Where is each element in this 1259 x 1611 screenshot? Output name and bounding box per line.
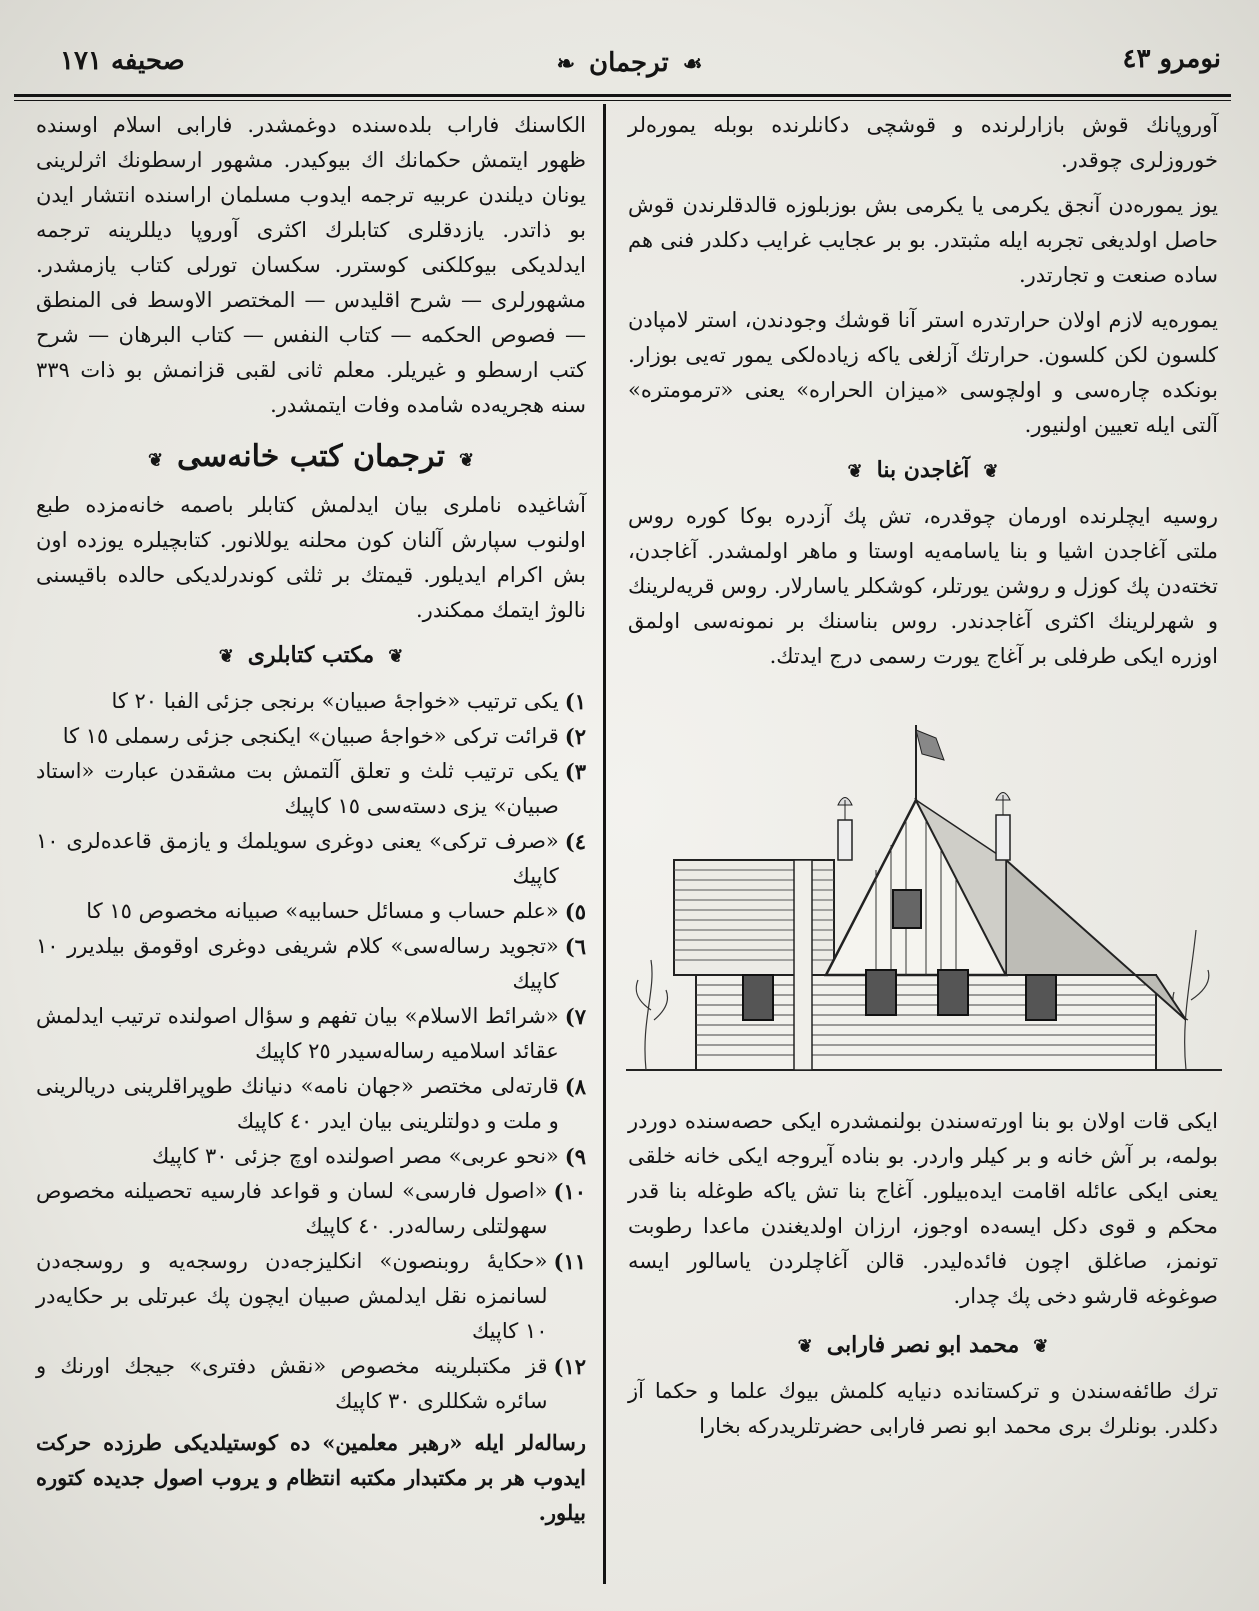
header-rule <box>14 94 1231 97</box>
ornament-icon: ☙ <box>682 51 703 77</box>
paragraph: ترك طائفه‌سندن و تركستانده دنیایه كلمش بیوك علما و حكما آز دكلدر. بونلرك بری محمد ابو نصر فارابی حضرتلریدركه بخارا <box>628 1379 1218 1438</box>
issue-number-label: نومرو ٤٣ <box>1122 44 1221 74</box>
right-column <box>628 108 1218 674</box>
section-heading: ❦مكتب كتابلری❦ <box>218 642 404 668</box>
ornament-icon: ❦ <box>983 461 999 482</box>
wooden-house-illustration <box>626 720 1222 1092</box>
list-item: ١٠) «اصول فارسی» لسان و قواعد فارسیه تحصیلنه مخصوص سهولتلی رساله‌در. ٤٠ كاپیك <box>36 1179 586 1238</box>
list-item: ٧) «شرائط الاسلام» بیان تفهم و سؤال اصولنده ترتیب ایدلمش عقائد اسلامیه رساله‌سیدر ٢٥ كاپیك <box>36 1004 586 1063</box>
ornament-icon: ❦ <box>797 1336 813 1357</box>
list-item: ١) یكی ترتیب «خواجهٔ صبیان» برنجی جزئی الفبا ٢٠ كا <box>111 689 586 714</box>
list-item: ٦) «تجوید رساله‌سی» كلام شریفی دوغری اوقومق بیلدیرر ١٠ كاپیك <box>36 934 586 993</box>
left-column <box>36 108 586 1530</box>
list-item: ٨) قارته‌لی مختصر «جهان نامه» دنیانك طوپراقلرینی دریالرینی و ملت و دولتلرینی بیان ایدر ٤٠ كاپیك <box>36 1074 586 1133</box>
list-item: ٩) «نحو عربی» مصر اصولنده اوچ جزئی ٣٠ كاپیك <box>152 1144 586 1169</box>
list-item: ٣) یكی ترتیب ثلث و تعلق آلتمش بت مشقدن عبارت «استاد صبیان» یزی دسته‌سی ١٥ كاپیك <box>36 759 586 818</box>
paragraph: آشاغیده ناملری بیان ایدلمش كتابلر باصمه خانه‌مزده طبع اولنوب سپارش آلنان كون محلنه یوللانور. كتابچیلره یوزده اون بش اكرام ایدیلور. قیمتك بر ثلثی كوندرلدیكی حالده باقیسنی نالوژ ایتمك ممكندر. <box>36 493 586 622</box>
list-item: ١٢) قز مكتبلرینه مخصوص «نقش دفتری» جیجك اورنك و سائره شكللری ٣٠ كاپیك <box>36 1354 586 1413</box>
list-item: ١١) «حكایهٔ روبنصون» انكلیزجه‌دن روسجه‌یه و روسجه‌دن لسانمزه نقل ایدلمش صبیان ایچون پك عبرتلی بر حكایه‌در ١٠ كاپیك <box>36 1249 586 1343</box>
page-header <box>0 38 1259 94</box>
ornament-icon: ❦ <box>388 646 404 667</box>
ornament-icon: ❦ <box>1033 1336 1049 1357</box>
ornament-icon: ❦ <box>458 450 475 471</box>
ornament-icon: ❦ <box>147 450 164 471</box>
paragraph: روسیه ایچلرنده اورمان چوقدره، تش پك آزدره بوكا كوره روس ملتی آغاجدن اشیا و بنا یاسامه‌یه اوستا و ماهر اولمشدر. آغاجدن، تخته‌دن پك كوزل و روشن یورتلر، كوشكلر یاسارلار. روس قریه‌لرینك و شهرلرینك اكثری آغاجدندر. روس بناسنك بر نمونه‌سی اولمق اوزره ایكی طرفلی بر آغاج یورت رسمی درج ایدتك. <box>628 504 1218 668</box>
section-heading: ❦ترجمان كتب خانه‌سی❦ <box>147 439 475 474</box>
ornament-icon: ❦ <box>218 646 234 667</box>
column-divider <box>603 104 606 1584</box>
paragraph: رساله‌لر ایله «رهبر معلمین» ده كوستیلدیكی طرزده حركت ایدوب هر بر مكتبدار مكتبه انتظام و یروب اصول جدیده كتوره بیلور. <box>36 1430 586 1525</box>
paragraph: آوروپانك قوش بازارلرنده و قوشچی دکانلرنده بوبله يموره‌لر خوروزلری چوقدر. <box>628 113 1218 172</box>
right-column-lower <box>628 1104 1218 1444</box>
paragraph: يموره‌یه لازم اولان حرارتدره استر آنا قوشك وجودندن، استر لامپادن كلسون لكن كلسون. حرارتك آزلغی یاكه زیاده‌لكی يمور ته‌يی بوزار. بونكده چاره‌سی و اولچوسی «میزان الحراره» یعنی «ترمومتره» آلتی ایله تعیین اولنیور. <box>628 308 1218 437</box>
paragraph: الكاسنك فاراب بلده‌سنده دوغمشدر. فارابی اسلام اوسنده ظهور ایتمش حكمانك اك بیوكیدر. مشهور ارسطونك اثرلرینی یونان دیلندن عربیه ترجمه ایدوب مسلمان اراسنده انتشار ایدن بو ذاتدر. یازدقلری كتابلرك اكثری آوروپا دیللرینه ترجمه ایدلدیكی بیوكلكنی كوسترر. سكسان تورلی كتاب یازمشدر. مشهورلری — شرح اقلیدس — المختصر الاوسط فی المنطق — فصوص الحكمه — كتاب النفس — كتاب البرهان — شرح كتب ارسطو و غیریلر. معلم ثانی لقبی قزانمش بو ذات ٣٣٩ سنه هجریه‌ده شامده وفات ایتمشدر. <box>36 113 586 417</box>
paragraph: يوز يموره‌دن آنجق يكرمی يا يكرمی بش بوزبلوزه قالدقلرندن قوش حاصل اولدیغی تجربه ایله مثبتدر. بو بر عجایب غرایب دکلدر فنی هم ساده صنعت و تجارتدر. <box>628 193 1218 287</box>
newspaper-title: ترجمان <box>589 48 669 78</box>
paragraph: ایكی قات اولان بو بنا اورته‌سندن بولنمشدره ایكی حصه‌سنده دوردر بولمه، بر آش خانه و بر كیلر واردر. بو بناده آیروجه ایكی خانه خلقی یعنی ایكی عائله اقامت ایده‌بیلور. آغاج بنا تش یاكه طوغله بنا قدر محكم و قوی دكل ایسه‌ده اوجوز، ارزان اولدیغندن ماعدا رطوبت تونمز، صاغلق اچون فائده‌لیدر. قالن آغاچلردن یاسالور ایسه صوغوغه قارشو دخی پك چدار. <box>628 1109 1218 1308</box>
newspaper-title-block <box>0 48 1259 78</box>
header-rule-thin <box>14 100 1231 101</box>
list-item: ٤) «صرف تركی» یعنی دوغری سویلمك و یازمق قاعده‌لری ١٠ كاپیك <box>36 829 586 888</box>
section-heading: ❦آغاجدن بنا❦ <box>847 457 999 483</box>
section-heading: ❦محمد ابو نصر فارابی❦ <box>797 1332 1049 1358</box>
ornament-icon: ❦ <box>847 461 863 482</box>
book-list <box>36 684 586 1419</box>
list-item: ٥) «علم حساب و مسائل حسابیه» صبیانه مخصوص ١٥ كا <box>86 899 586 924</box>
page-number-label: صحیفه ١٧١ <box>60 46 185 76</box>
ornament-icon: ❧ <box>556 51 575 77</box>
list-item: ٢) قرائت تركی «خواجهٔ صبیان» ایكنجی جزئی رسملی ١٥ كا <box>62 724 586 749</box>
